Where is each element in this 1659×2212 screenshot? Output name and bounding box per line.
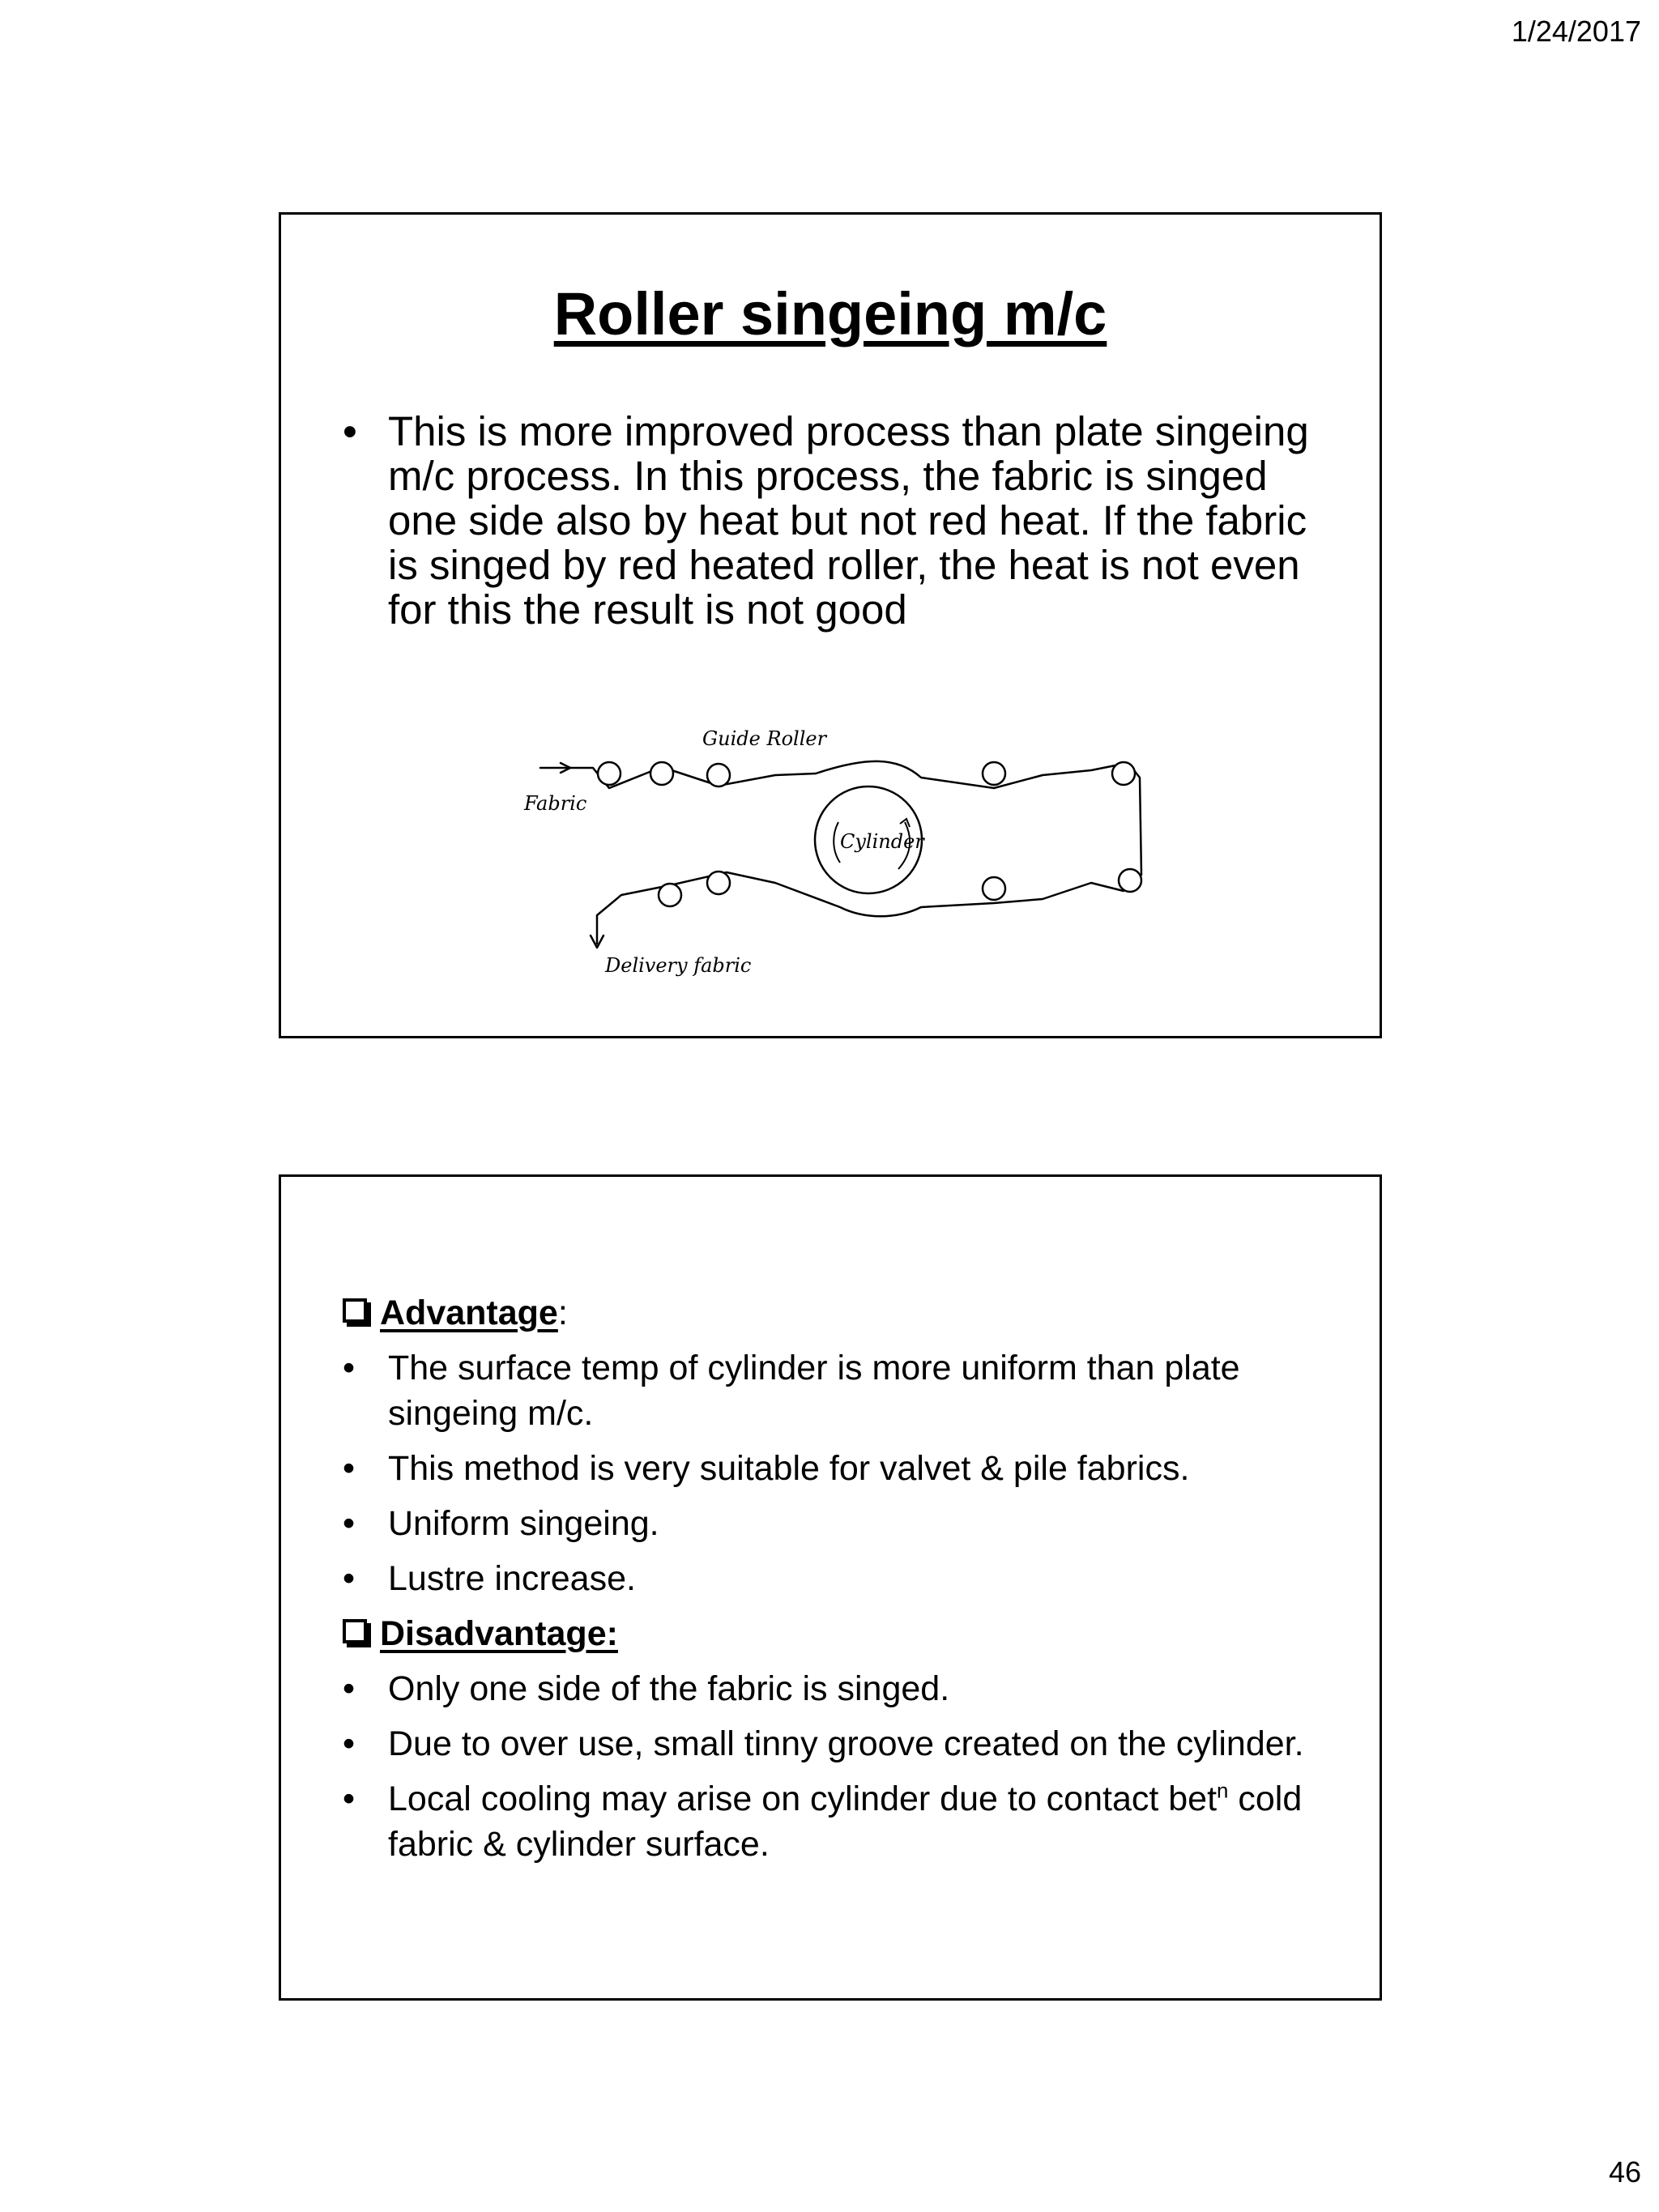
fabric-label: Fabric [524,792,587,815]
bullet-item [338,409,1323,632]
slide-advantages [279,1174,1382,2001]
guide-roller-icon [707,872,730,894]
guide-roller-icon [983,877,1005,900]
advantage-item-text: Uniform singeing. [388,1504,659,1543]
bullet-dot: • [343,1559,356,1598]
bullet-dot: • [343,1724,356,1763]
bullet-dot: • [343,1449,356,1488]
disadvantage-item-text: Only one side of the fabric is singed. [388,1669,950,1708]
disadvantage-item [338,1721,1323,1767]
guide-roller-icon [659,884,681,906]
roller-singeing-diagram [281,668,1380,1008]
bullet-text: This is more improved process than plate singeing m/c process. In this process, the fabric is singed one side also by heat but not red heat. If the fabric is singed by red heated roller, the heat is not even for this the result is not good [388,408,1309,633]
delivery-fabric-label: Delivery fabric [605,954,752,977]
advantage-item [338,1345,1323,1436]
advantage-heading-colon: : [557,1294,568,1332]
advantage-heading-label: Advantage [380,1294,558,1332]
guide-roller-icon [1119,869,1141,892]
guide-roller-icon [598,762,621,785]
guide-roller-icon [650,762,673,785]
bullet-dot: • [343,408,357,454]
disadvantage-heading-label: Disadvantage: [380,1614,618,1653]
bullet-dot: • [343,1349,356,1387]
intro-bullet-block [338,409,1323,632]
advantage-disadvantage-list [338,1290,1323,1867]
bullet-dot: • [343,1504,356,1543]
fabric-path-right [1133,769,1141,885]
disadvantage-item-text-start: Local cooling may arise on cylinder due to contact bet [388,1779,1218,1818]
page-number: 46 [1608,2155,1641,2189]
slide-roller-singeing [279,212,1382,1038]
fabric-path-top [816,761,1124,788]
guide-roller-icon [1112,762,1135,785]
guide-roller-icon [983,762,1005,785]
fabric-path-in [540,767,816,788]
page-date: 1/24/2017 [1511,15,1641,48]
advantage-item-text: This method is very suitable for valvet & pile fabrics. [388,1449,1190,1488]
disadvantage-heading [338,1611,1323,1656]
advantage-item [338,1501,1323,1546]
disadvantage-item [338,1666,1323,1711]
advantage-item [338,1556,1323,1601]
disadvantage-item-text: Due to over use, small tinny groove created on the cylinder. [388,1724,1304,1763]
slide-title: Roller singeing m/c [553,280,1107,347]
disadvantage-item-text [388,1779,1302,1864]
checkbox-icon [343,1619,367,1643]
advantage-item-text: Lustre increase. [388,1559,636,1598]
cylinder-label: Cylinder [840,830,924,853]
superscript-n: n [1217,1779,1229,1803]
guide-roller-icon [707,764,730,786]
advantage-heading [338,1290,1323,1336]
bullet-dot: • [343,1779,356,1818]
disadvantage-item [338,1776,1323,1867]
guide-roller-label: Guide Roller [702,727,827,750]
advantage-item-text: The surface temp of cylinder is more uniform than plate singeing m/c. [388,1349,1240,1433]
advantage-item [338,1446,1323,1491]
bullet-dot: • [343,1669,356,1708]
checkbox-icon [343,1298,367,1323]
disadvantage-item-text-end: cold fabric & cylinder surface. [388,1779,1303,1864]
